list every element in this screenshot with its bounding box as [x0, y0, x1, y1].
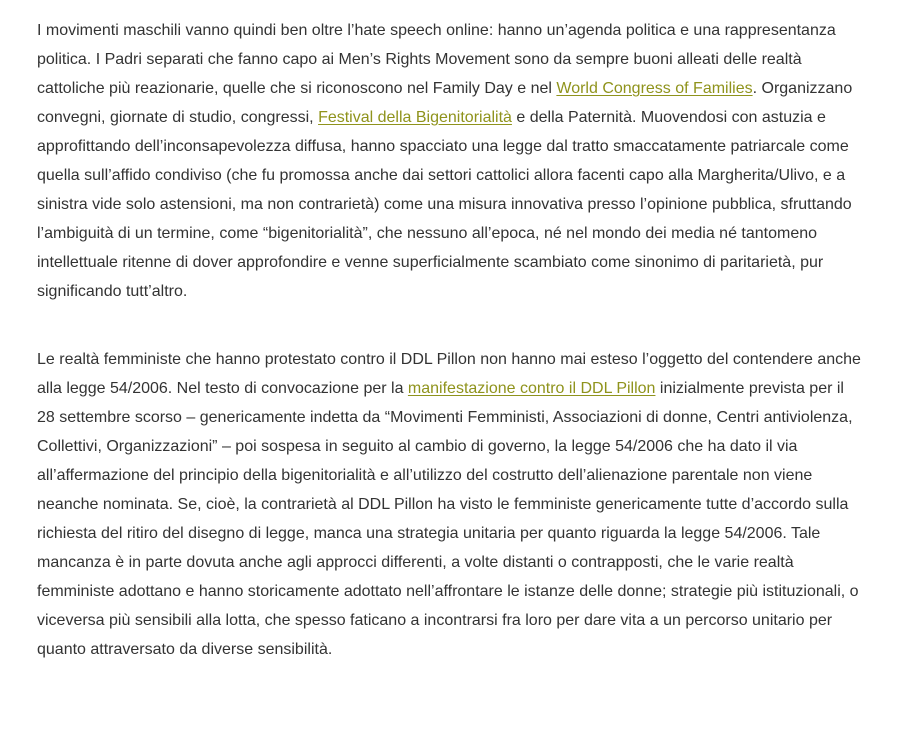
link-festival-della-bigenitorialita[interactable]: Festival della Bigenitorialità [318, 109, 512, 126]
paragraph-1-text-3: e della Paternità. Muovendosi con astuzia e approfittando dell’inconsapevolezza diffusa, hanno spacciato una legge dal tratto smaccatamente patriarcale come quella sull’affido condiviso (che fu promossa anche dai settori cattolici allora facenti capo alla Margherita/Ulivo, e a sinistra vide solo astensioni, ma non contrarietà) come una misura innovativa presso l’opinione pubblica, sfruttando l’ambiguità di un termine, come “bigenitorialità”, che nessuno all’epoca, né nel mondo dei media né tantomeno intellettuale ritenne di dover approfondire e venne superficialmente scambiato come sinonimo di paritarietà, pur significando tutt’altro. [37, 109, 852, 300]
paragraph-2 [37, 345, 862, 664]
article-body [37, 16, 862, 664]
paragraph-2-text-1: Le realtà femministe che hanno protestato contro il DDL Pillon non hanno mai esteso l’oggetto del contendere anche alla legge 54/2006. Nel testo di convocazione per la [37, 351, 861, 397]
paragraph-1-text-2: . Organizzano convegni, giornate di studio, congressi, [37, 80, 853, 126]
link-world-congress-of-families[interactable]: World Congress of Families [556, 80, 753, 97]
link-manifestazione-contro-ddl-pillon[interactable]: manifestazione contro il DDL Pillon [407, 380, 656, 397]
paragraph-2-text-2: inizialmente prevista per il 28 settembre scorso – genericamente indetta da “Movimenti Femministi, Associazioni di donne, Centri antiviolenza, Collettivi, Organizzazioni” – poi sospesa in seguito al cambio di governo, la legge 54/2006 che ha dato il via all’affermazione del principio della bigenitorialità e all’utilizzo del costrutto dell’alienazione parentale non viene neanche nominata. Se, cioè, la contrarietà al DDL Pillon ha visto le femministe genericamente tutte d’accordo sulla richiesta del ritiro del disegno di legge, manca una strategia unitaria per quanto riguarda la legge 54/2006. Tale mancanza è in parte dovuta anche agli approcci differenti, a volte distanti o contrapposti, che le varie realtà femministe adottano e hanno storicamente adottato nell’affrontare le istanze delle donne; strategie più istituzionali, o viceversa più sensibili alla lotta, che spesso faticano a incontrarsi fra loro per dare vita a un percorso unitario per quanto attraversato da diverse sensibilità. [37, 380, 859, 658]
paragraph-1 [37, 16, 862, 306]
paragraph-1-text-1: I movimenti maschili vanno quindi ben oltre l’hate speech online: hanno un’agenda politica e una rappresentanza politica. I Padri separati che fanno capo ai Men’s Rights Movement sono da sempre buoni alleati delle realtà cattoliche più reazionarie, quelle che si riconoscono nel Family Day e nel [37, 22, 836, 97]
